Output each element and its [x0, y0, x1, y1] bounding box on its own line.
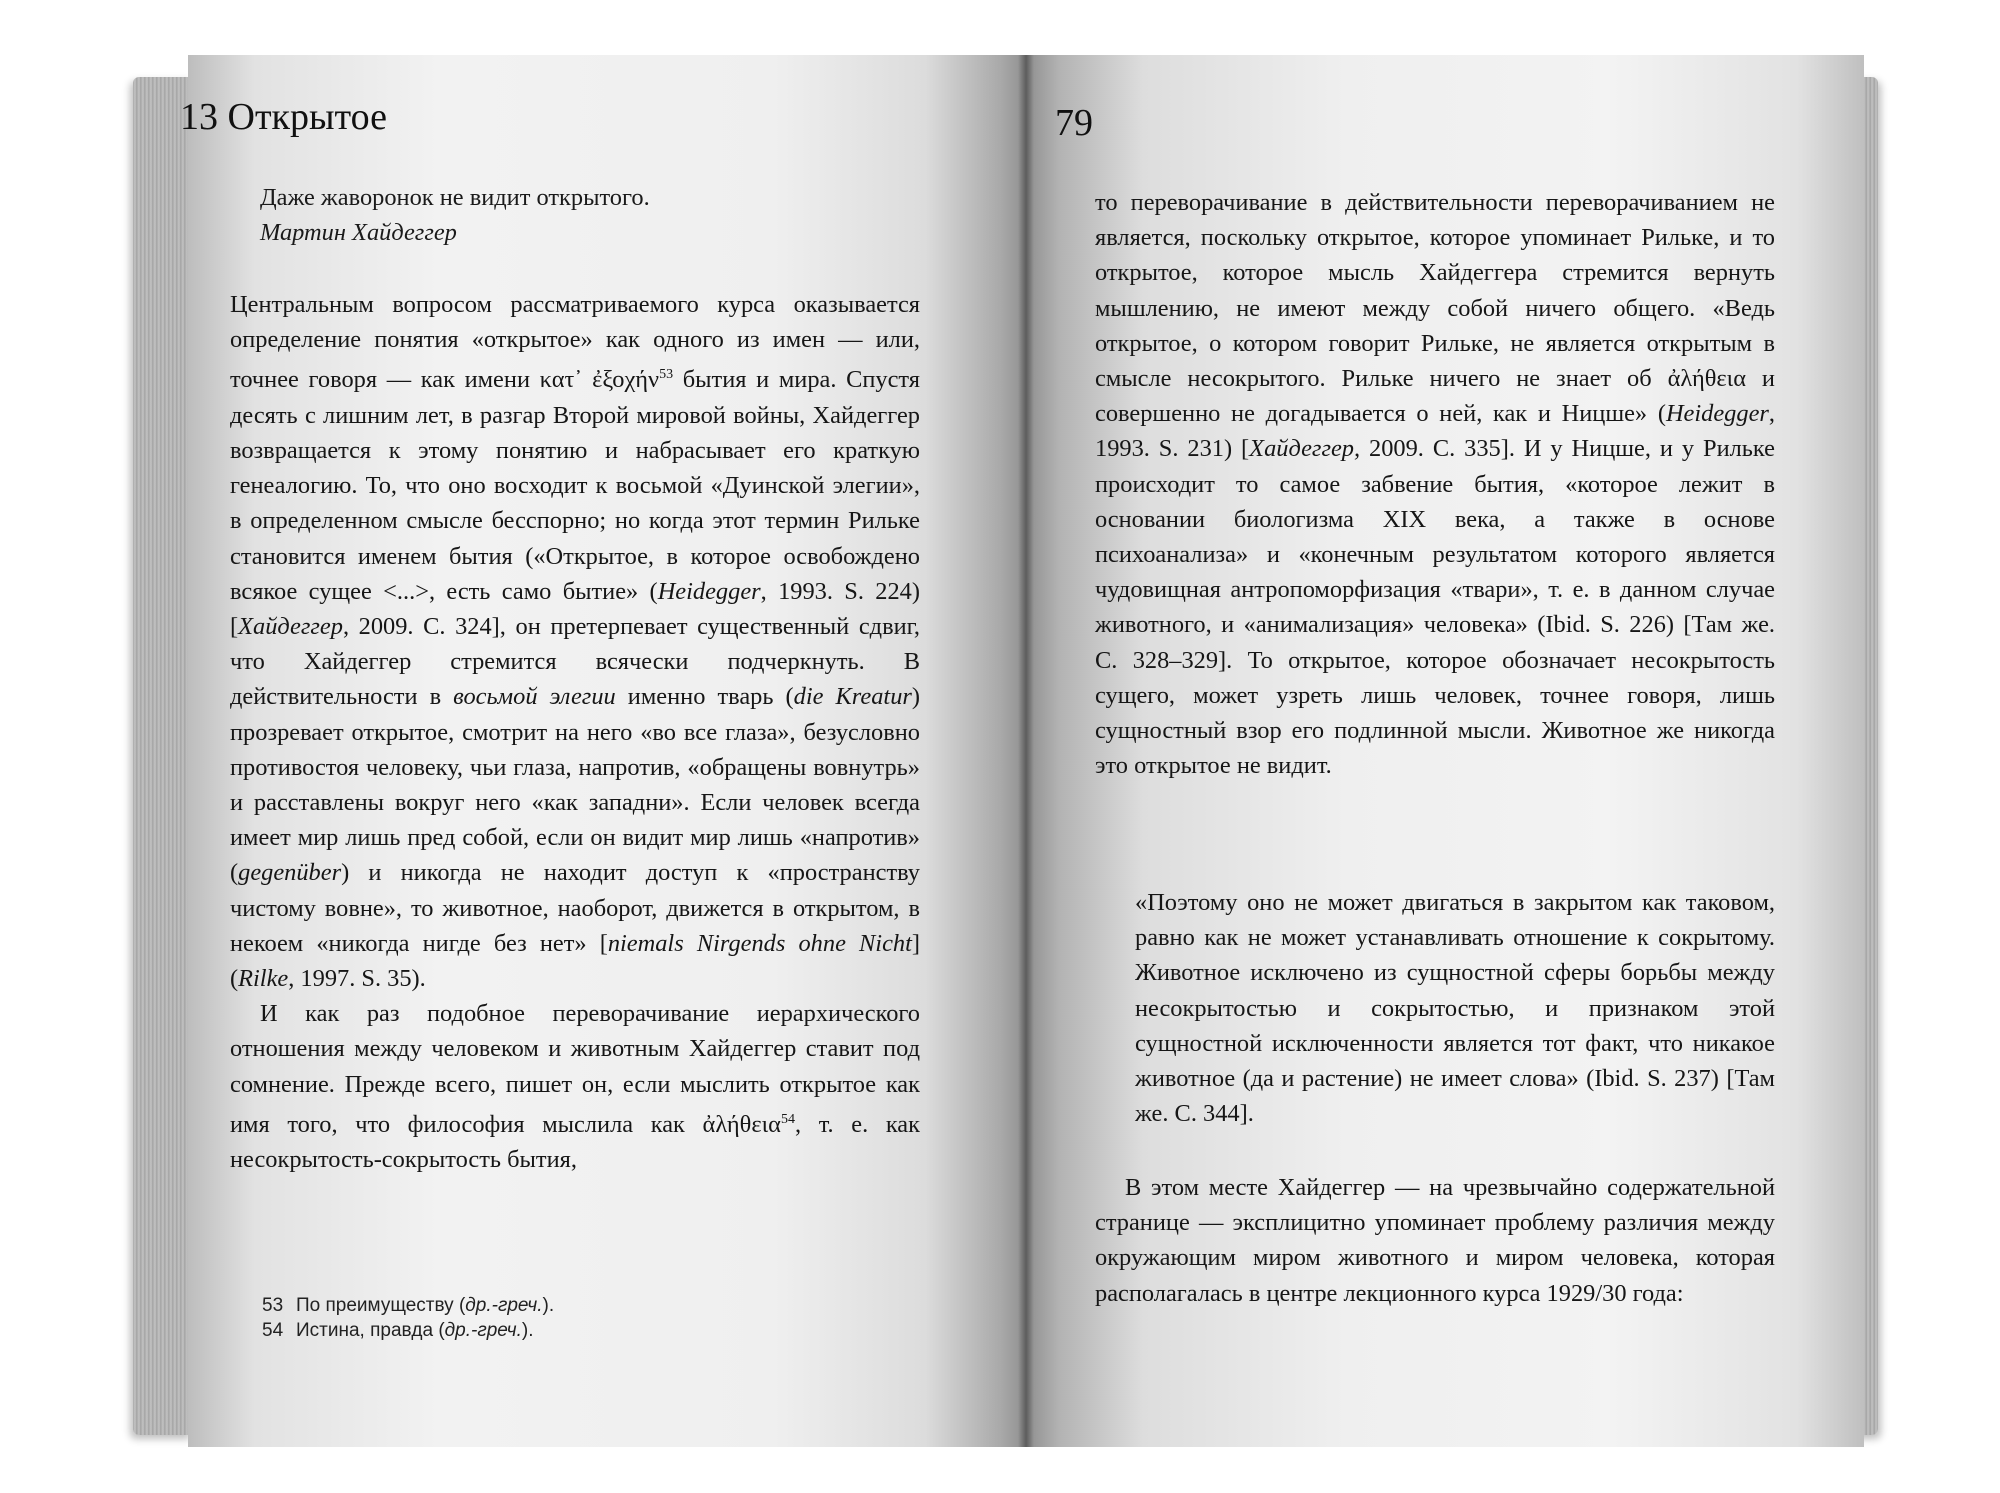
epigraph-author: Мартин Хайдеггер: [260, 219, 457, 246]
right-paragraph-1: то переворачивание в действительности переворачиванием не является, поскольку открытое, которое упоминает Рильке, и то открытое, которое мысль Хайдеггера стремится вернуть мышлению, не имеют между собой ничего общего. «Ведь открытое, о котором говорит Рильке, не является открытым в смысле несокрытого. Рильке ничего не знает об ἀλήθεια и совершенно не догадывается о ней, как и Ницше» (Heidegger, 1993. S. 231) [Хайдеггер, 2009. С. 335]. И у Ницше, и у Рильке происходит то самое забвение бытия, «которое лежит в основании биологизма XIX века, а также в основе психоанализа» и «конечным результатом которого является чудовищная антропоморфизация «твари», т. е. в данном случае животного, и «анимализация» человека» (Ibid. S. 226) [Там же. С. 328–329]. То открытое, которое обозначает несокрытость сущего, может узреть лишь человек, точнее говоря, лишь сущностный взор его подлинной мысли. Животное же никогда это открытое не видит.: [1095, 189, 1775, 780]
left-page-edges: [133, 77, 193, 1435]
epigraph-text: Даже жаворонок не видит открытого.: [260, 184, 650, 211]
footnote-ref-53: 53: [659, 367, 674, 383]
epigraph: [260, 180, 650, 250]
footnote-ref-54: 54: [780, 1111, 795, 1127]
right-paragraph-2: В этом месте Хайдеггер — на чрезвычайно содержательной странице — эксплицитно упоминает проблему различия между окружающим миром животного и миром человека, которая располагалась в центре лекционного курса 1929/30 года:: [1095, 1174, 1775, 1307]
block-quote-text: «Поэтому оно не может двигаться в закрытом как таковом, равно как не может устанавливать отношение к сокрытому. Животное исключено из сущностной сферы борьбы между несокрытостью и сокрытостью, и признаком этой сущностной исключенности является тот факт, что никакое животное (да и растение) не имеет слова» (Ibid. S. 237) [Там же. С. 344].: [1135, 889, 1775, 1128]
page-number: 79: [1055, 102, 1093, 144]
left-paragraph-2: И как раз подобное переворачивание иерархического отношения между человеком и животным Хайдеггер ставит под сомнение. Прежде всего, пишет он, если мыслить открытое как имя того, что философия мыслила как ἀλήθεια$^{54}$, т. е. как несокрытость-сокрытость бытия,: [230, 1000, 920, 1174]
book-spine: [1018, 55, 1034, 1447]
left-paragraph-1: Центральным вопросом рассматриваемого курса оказывается определение понятия «открытое» как одного из имен — или, точнее говоря — как имени κατ᾽ ἐξοχήν$^{53}$ бытия и мира. Спустя десять с лишним лет, в разгар Второй мировой войны, Хайдеггер возвращается к этому понятию и набрасывает его краткую генеалогию. То, что оно восходит к восьмой «Дуинской элегии», в определенном смысле бесспорно; но когда этот термин Рильке становится именем бытия («Открытое, в которое освобождено всякое сущее <...>, есть само бытие» (Heidegger, 1993. S. 224) [Хайдеггер, 2009. С. 324], он претерпевает существенный сдвиг, что Хайдеггер стремится всячески подчеркнуть. В действительности в восьмой элегии именно тварь (die Kreatur) прозревает открытое, смотрит на него «во все глаза», безусловно противостоя человеку, чьи глаза, напротив, «обращены вовнутрь» и расставлены вокруг него «как западни». Если человек всегда имеет мир лишь пред собой, если он видит мир лишь «напротив» (gegenüber) и никогда не находит доступ к «пространству чистому вовне», то животное, наоборот, движется в открытом, в некоем «никогда нигде без нет» [niemals Nirgends ohne Nicht] (Rilke, 1997. S. 35).: [230, 291, 921, 992]
block-quote: [1135, 885, 1775, 1131]
right-body-text-2: [1095, 1170, 1775, 1311]
footnotes: [262, 1293, 554, 1343]
right-body-text: [1095, 185, 1775, 783]
footnote-54: 54 Истина, правда (др.-греч.).: [262, 1320, 534, 1341]
chapter-header: 13 Открытое: [180, 96, 387, 138]
left-body-text: [230, 287, 920, 1177]
footnote-53: 53 По преимуществу (др.-греч.).: [262, 1295, 555, 1316]
